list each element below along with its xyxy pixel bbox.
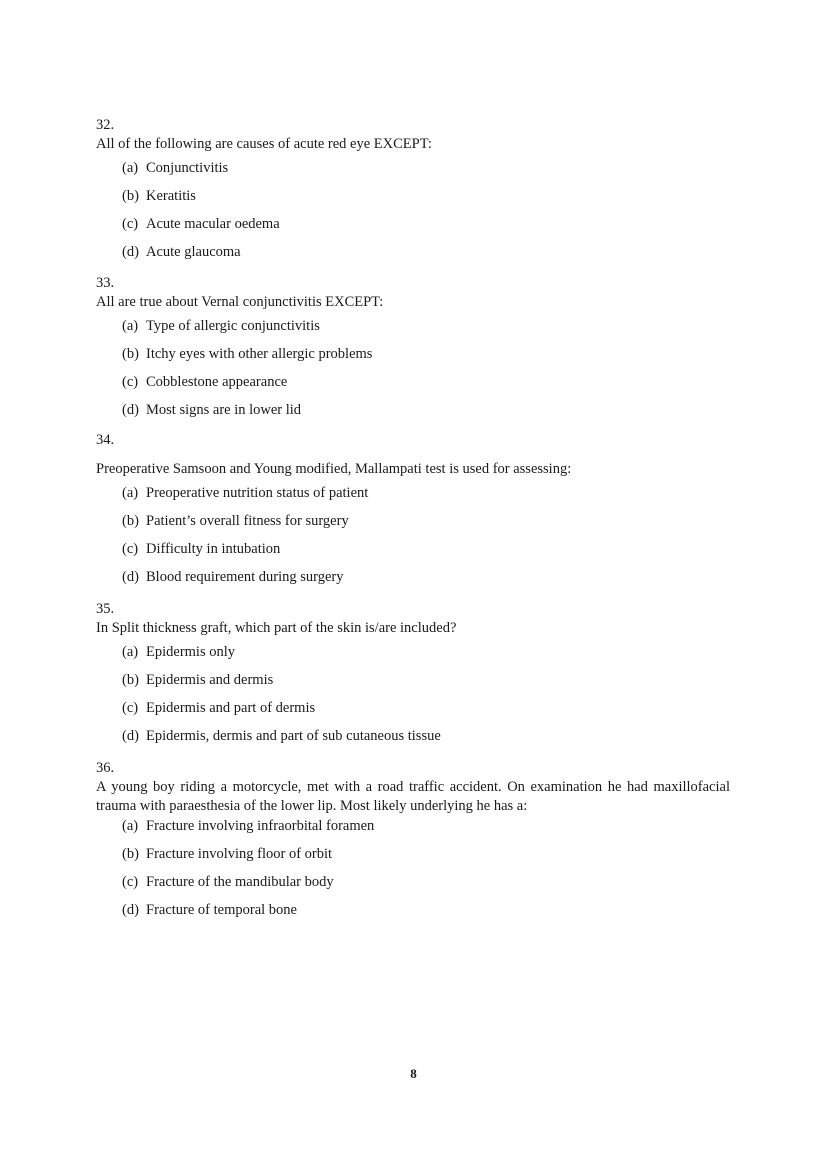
option-d bbox=[96, 563, 730, 591]
option-text: Cobblestone appearance bbox=[146, 374, 288, 390]
option-c bbox=[96, 694, 730, 722]
option-letter: (a) bbox=[122, 160, 139, 176]
option-letter: (d) bbox=[122, 402, 139, 418]
option-text: Most signs are in lower lid bbox=[146, 402, 302, 418]
option-text: Epidermis and part of dermis bbox=[146, 700, 316, 716]
option-text: Epidermis and dermis bbox=[146, 672, 274, 688]
option-letter: (c) bbox=[122, 216, 139, 232]
option-a bbox=[96, 812, 730, 840]
option-b bbox=[96, 507, 730, 535]
question-34 bbox=[96, 431, 730, 591]
option-list bbox=[96, 479, 730, 591]
option-letter: (b) bbox=[122, 188, 139, 204]
question-number: 36. bbox=[96, 760, 115, 776]
option-list bbox=[96, 812, 730, 924]
option-c bbox=[96, 868, 730, 896]
option-a bbox=[96, 312, 730, 340]
option-text: Itchy eyes with other allergic problems bbox=[146, 346, 373, 362]
option-text: Fracture involving infraorbital foramen bbox=[146, 818, 375, 834]
option-letter: (d) bbox=[122, 244, 139, 260]
option-text: Blood requirement during surgery bbox=[146, 569, 344, 585]
option-text: Conjunctivitis bbox=[146, 160, 229, 176]
option-list bbox=[96, 312, 730, 424]
option-a bbox=[96, 479, 730, 507]
option-b bbox=[96, 182, 730, 210]
option-letter: (a) bbox=[122, 485, 139, 501]
question-32 bbox=[96, 116, 730, 266]
option-text: Acute glaucoma bbox=[146, 244, 241, 260]
option-text: Keratitis bbox=[146, 188, 196, 204]
option-letter: (b) bbox=[122, 672, 139, 688]
option-text: Type of allergic conjunctivitis bbox=[146, 318, 320, 334]
question-number: 33. bbox=[96, 275, 115, 291]
option-letter: (d) bbox=[122, 569, 139, 585]
option-d bbox=[96, 896, 730, 924]
option-letter: (b) bbox=[122, 346, 139, 362]
option-letter: (d) bbox=[122, 728, 139, 744]
option-text: Epidermis only bbox=[146, 644, 236, 660]
option-a bbox=[96, 638, 730, 666]
question-35 bbox=[96, 600, 730, 750]
option-text: Fracture of temporal bone bbox=[146, 902, 297, 918]
question-33 bbox=[96, 274, 730, 424]
question-text: All of the following are causes of acute red eye EXCEPT: bbox=[96, 136, 432, 152]
option-letter: (a) bbox=[122, 318, 139, 334]
question-text: A young boy riding a motorcycle, met with a road traffic accident. On examination he had maxillofacial trauma with paraesthesia of the lower lip. Most likely underlying he has a: bbox=[96, 779, 730, 814]
option-letter: (a) bbox=[122, 644, 139, 660]
question-number: 35. bbox=[96, 601, 115, 617]
option-list bbox=[96, 638, 730, 750]
option-b bbox=[96, 340, 730, 368]
option-letter: (b) bbox=[122, 846, 139, 862]
option-text: Epidermis, dermis and part of sub cutaneous tissue bbox=[146, 728, 441, 744]
page-number: 8 bbox=[410, 1066, 417, 1081]
question-36 bbox=[96, 759, 730, 924]
question-text: Preoperative Samsoon and Young modified, Mallampati test is used for assessing: bbox=[96, 461, 572, 477]
question-number: 34. bbox=[96, 432, 115, 448]
option-letter: (d) bbox=[122, 902, 139, 918]
option-text: Difficulty in intubation bbox=[146, 541, 281, 557]
option-text: Fracture of the mandibular body bbox=[146, 874, 334, 890]
option-d bbox=[96, 722, 730, 750]
option-text: Patient’s overall fitness for surgery bbox=[146, 513, 349, 529]
option-d bbox=[96, 396, 730, 424]
option-c bbox=[96, 210, 730, 238]
question-text: All are true about Vernal conjunctivitis EXCEPT: bbox=[96, 294, 384, 310]
question-text: In Split thickness graft, which part of the skin is/are included? bbox=[96, 620, 457, 636]
option-d bbox=[96, 238, 730, 266]
option-list bbox=[96, 154, 730, 266]
option-letter: (c) bbox=[122, 700, 139, 716]
option-c bbox=[96, 535, 730, 563]
option-b bbox=[96, 840, 730, 868]
option-text: Fracture involving floor of orbit bbox=[146, 846, 333, 862]
option-letter: (b) bbox=[122, 513, 139, 529]
option-letter: (c) bbox=[122, 374, 139, 390]
option-c bbox=[96, 368, 730, 396]
option-letter: (c) bbox=[122, 874, 139, 890]
option-letter: (c) bbox=[122, 541, 139, 557]
option-b bbox=[96, 666, 730, 694]
option-letter: (a) bbox=[122, 818, 139, 834]
question-number: 32. bbox=[96, 117, 115, 133]
option-text: Acute macular oedema bbox=[146, 216, 280, 232]
option-text: Preoperative nutrition status of patient bbox=[146, 485, 369, 501]
option-a bbox=[96, 154, 730, 182]
